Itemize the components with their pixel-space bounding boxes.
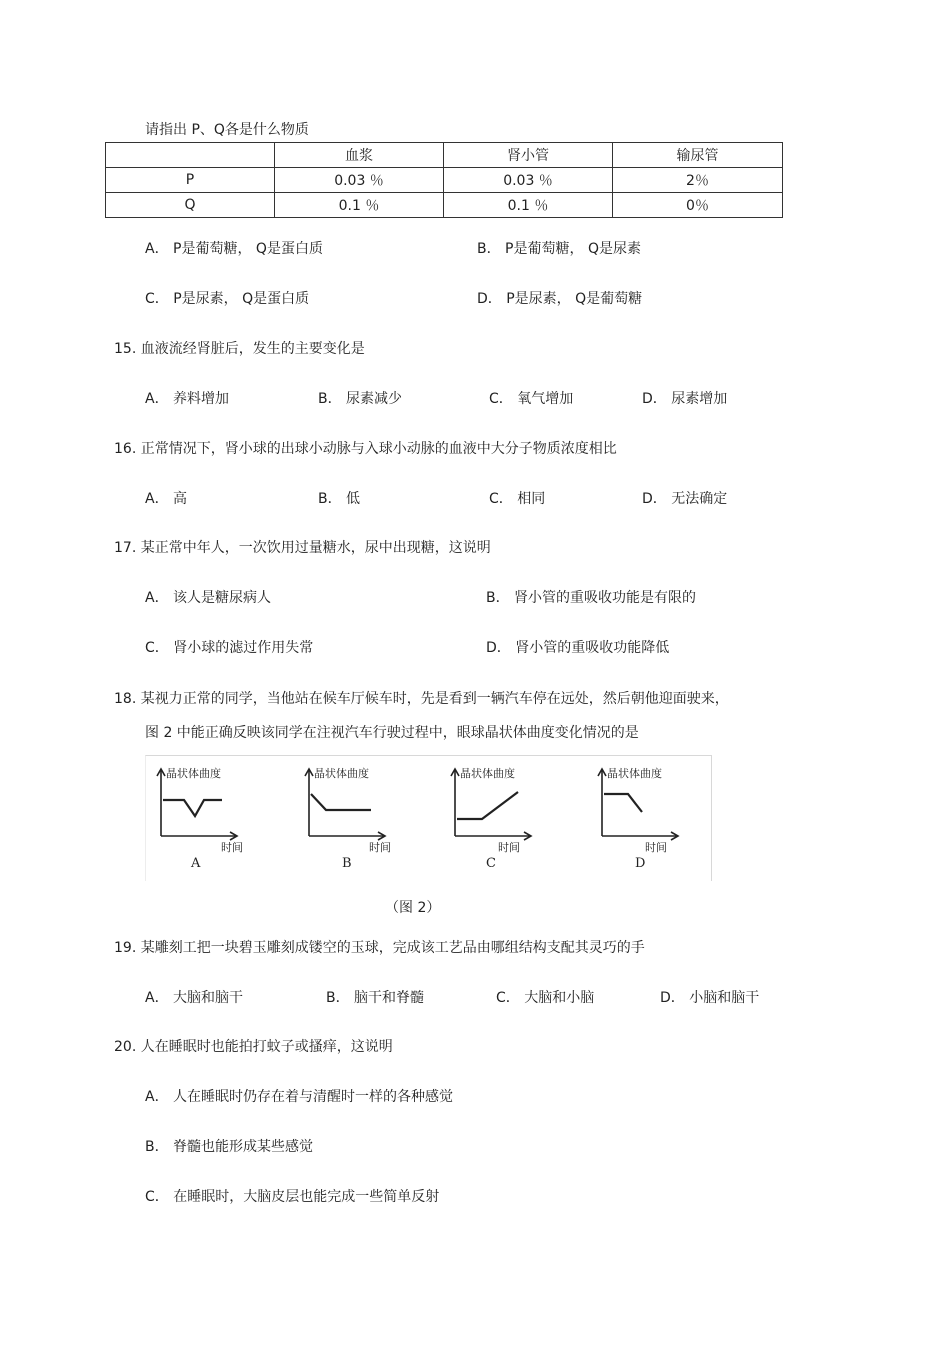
panel-d-curve [604, 794, 642, 812]
option-b[interactable]: B． P是葡萄糖， Q是尿素 [477, 241, 641, 257]
table-row [106, 168, 783, 193]
option-d[interactable]: D． 肾小管的重吸收功能降低 [486, 640, 670, 656]
panel-d-x-label: 时间 [645, 841, 667, 854]
figure-2-graphs [146, 756, 711, 881]
option-c[interactable]: C． 肾小球的滤过作用失常 [145, 640, 314, 656]
question-15-stem: 15. 血液流经肾脏后，发生的主要变化是 [114, 341, 365, 357]
option-c[interactable]: C． 在睡眠时，大脑皮层也能完成一些简单反射 [145, 1189, 440, 1205]
panel-a-x-label: 时间 [221, 841, 243, 854]
table-cell: 0.03 ％ [444, 168, 613, 193]
table-cell: Q [106, 193, 275, 218]
question-16-stem: 16. 正常情况下，肾小球的出球小动脉与入球小动脉的血液中大分子物质浓度相比 [114, 441, 617, 457]
pq-table [105, 142, 783, 218]
option-b[interactable]: B． 肾小管的重吸收功能是有限的 [486, 590, 697, 606]
panel-d-y-label: 晶状体曲度 [607, 767, 662, 780]
table-cell: 输尿管 [613, 143, 783, 168]
table-header-row [106, 143, 783, 168]
option-d[interactable]: D． 尿素增加 [642, 391, 728, 407]
option-c[interactable]: C． 氧气增加 [489, 391, 574, 407]
option-b[interactable]: B． 尿素减少 [318, 391, 403, 407]
panel-a-y-label: 晶状体曲度 [166, 767, 221, 780]
option-c[interactable]: C． 相同 [489, 491, 546, 507]
panel-c-y-label: 晶状体曲度 [460, 767, 515, 780]
option-d[interactable]: D． P是尿素， Q是葡萄糖 [477, 291, 643, 307]
option-b[interactable]: B． 脊髓也能形成某些感觉 [145, 1139, 314, 1155]
option-c[interactable]: C． P是尿素， Q是蛋白质 [145, 291, 310, 307]
table-row [106, 193, 783, 218]
question-17-stem: 17. 某正常中年人，一次饮用过量糖水，尿中出现糖，这说明 [114, 540, 491, 556]
figure-caption: （图 2） [385, 900, 441, 916]
option-a[interactable]: A． 人在睡眠时仍存在着与清醒时一样的各种感觉 [145, 1089, 454, 1105]
panel-c-label: C [486, 856, 496, 871]
table-cell: 0.03 ％ [275, 168, 444, 193]
question-18-stem-line2: 图 2 中能正确反映该同学在注视汽车行驶过程中，眼球晶状体曲度变化情况的是 [145, 725, 639, 741]
question-18-stem-line1: 18. 某视力正常的同学，当他站在候车厅候车时，先是看到一辆汽车停在远处，然后朝他迎面驶来， [114, 691, 729, 707]
panel-d-label: D [635, 856, 646, 871]
panel-b-curve [311, 794, 371, 810]
table-cell: 0.1 ％ [275, 193, 444, 218]
option-d[interactable]: D． 无法确定 [642, 491, 728, 507]
panel-a-curve [163, 800, 222, 816]
figure-2 [145, 755, 712, 881]
table-intro: 请指出 P、Q各是什么物质 [145, 122, 309, 138]
panel-b-label: B [342, 856, 352, 871]
option-a[interactable]: A． 大脑和脑干 [145, 990, 244, 1006]
panel-b-y-label: 晶状体曲度 [314, 767, 369, 780]
option-a[interactable]: A． 高 [145, 491, 188, 507]
option-a[interactable]: A． 养料增加 [145, 391, 230, 407]
panel-c-x-label: 时间 [498, 841, 520, 854]
table-cell: 血浆 [275, 143, 444, 168]
table-cell: 2％ [613, 168, 783, 193]
option-b[interactable]: B． 低 [318, 491, 361, 507]
option-d[interactable]: D． 小脑和脑干 [660, 990, 760, 1006]
option-a[interactable]: A． P是葡萄糖， Q是蛋白质 [145, 241, 323, 257]
panel-a-label: A [191, 856, 201, 871]
table-cell: 0.1 ％ [444, 193, 613, 218]
option-c[interactable]: C． 大脑和小脑 [496, 990, 595, 1006]
table-cell: 0％ [613, 193, 783, 218]
option-b[interactable]: B． 脑干和脊髓 [326, 990, 425, 1006]
question-19-stem: 19. 某雕刻工把一块碧玉雕刻成镂空的玉球，完成该工艺品由哪组结构支配其灵巧的手 [114, 940, 645, 956]
option-a[interactable]: A． 该人是糖尿病人 [145, 590, 272, 606]
question-20-stem: 20. 人在睡眠时也能拍打蚊子或搔痒，这说明 [114, 1039, 393, 1055]
panel-b-x-label: 时间 [369, 841, 391, 854]
table-cell: 肾小管 [444, 143, 613, 168]
table-cell: P [106, 168, 275, 193]
table-cell [106, 143, 275, 168]
panel-c-curve [457, 792, 518, 819]
